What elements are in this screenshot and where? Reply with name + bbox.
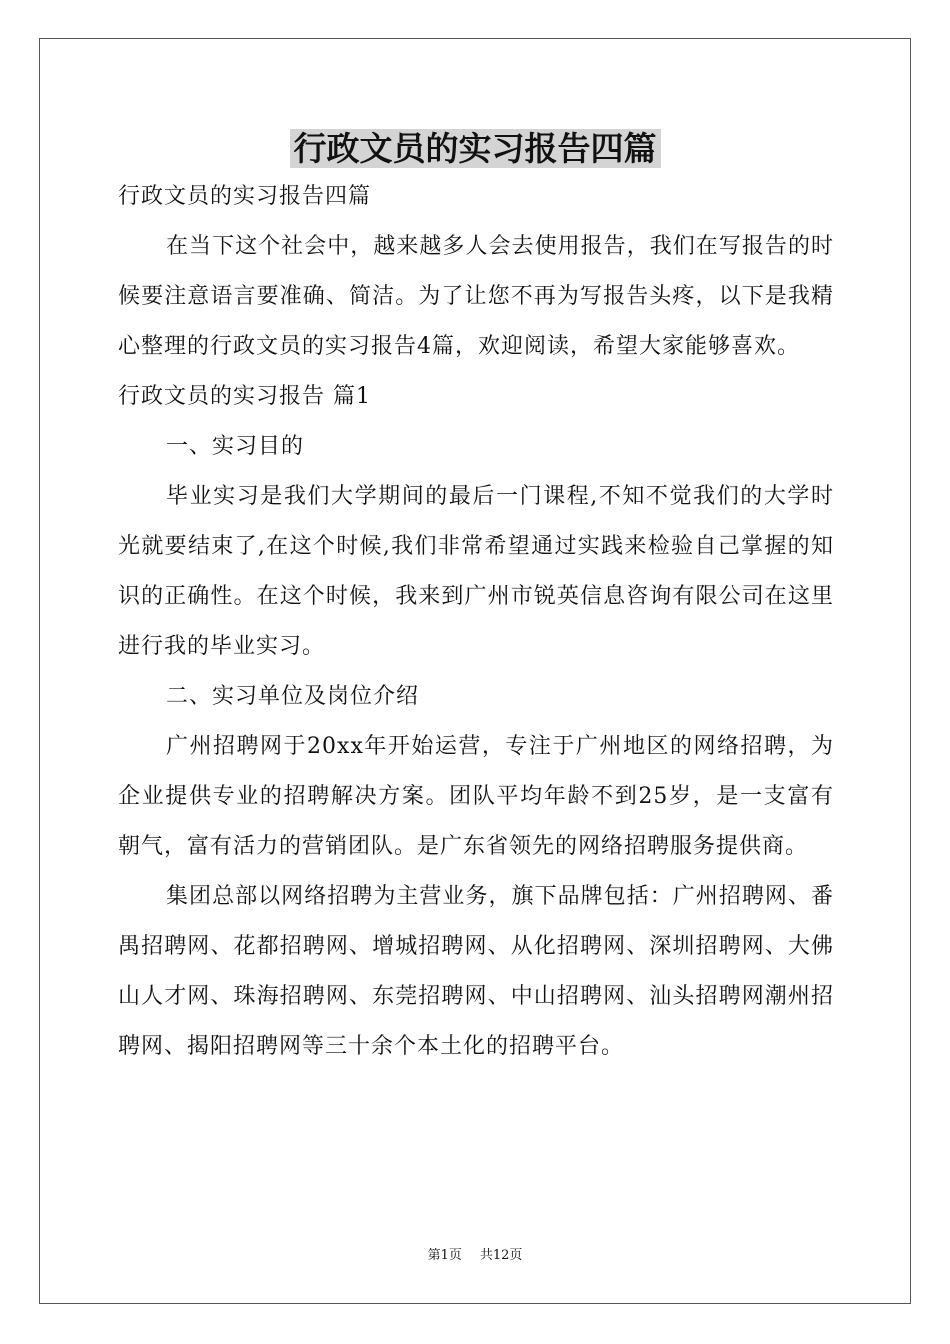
page-footer [0, 1246, 950, 1266]
subheading-unit-intro: 二、实习单位及岗位介绍 [166, 684, 420, 709]
document-body [118, 172, 834, 1072]
document-title-text: 行政文员的实习报告四篇 [290, 129, 661, 168]
paragraph-brands: 集团总部以网络招聘为主营业务，旗下品牌包括：广州招聘网、番禺招聘网、花都招聘网、增城招聘网、从化招聘网、深圳招聘网、大佛山人才网、珠海招聘网、东莞招聘网、中山招聘网、汕头招聘网潮州招聘网、揭阳招聘网等三十余个本土化的招聘平台。 [118, 884, 834, 1059]
page-total: 共12页 [479, 1248, 523, 1263]
section-heading-part1: 行政文员的实习报告 篇1 [118, 384, 371, 409]
paragraph-purpose: 毕业实习是我们大学期间的最后一门课程,不知不觉我们的大学时光就要结束了,在这个时候,我们非常希望通过实践来检验自己掌握的知识的正确性。在这个时候，我来到广州市锐英信息咨询有限公司在这里进行我的毕业实习。 [118, 484, 834, 659]
page-number: 第1页 [427, 1248, 462, 1263]
intro-title-line: 行政文员的实习报告四篇 [118, 184, 372, 209]
subheading-purpose: 一、实习目的 [166, 434, 305, 459]
paragraph-company: 广州招聘网于20xx年开始运营，专注于广州地区的网络招聘，为企业提供专业的招聘解决方案。团队平均年龄不到25岁，是一支富有朝气，富有活力的营销团队。是广东省领先的网络招聘服务提供商。 [118, 734, 834, 859]
document-title [0, 124, 950, 174]
intro-paragraph: 在当下这个社会中，越来越多人会去使用报告，我们在写报告的时候要注意语言要准确、简洁。为了让您不再为写报告头疼，以下是我精心整理的行政文员的实习报告4篇，欢迎阅读，希望大家能够喜欢。 [118, 234, 834, 359]
